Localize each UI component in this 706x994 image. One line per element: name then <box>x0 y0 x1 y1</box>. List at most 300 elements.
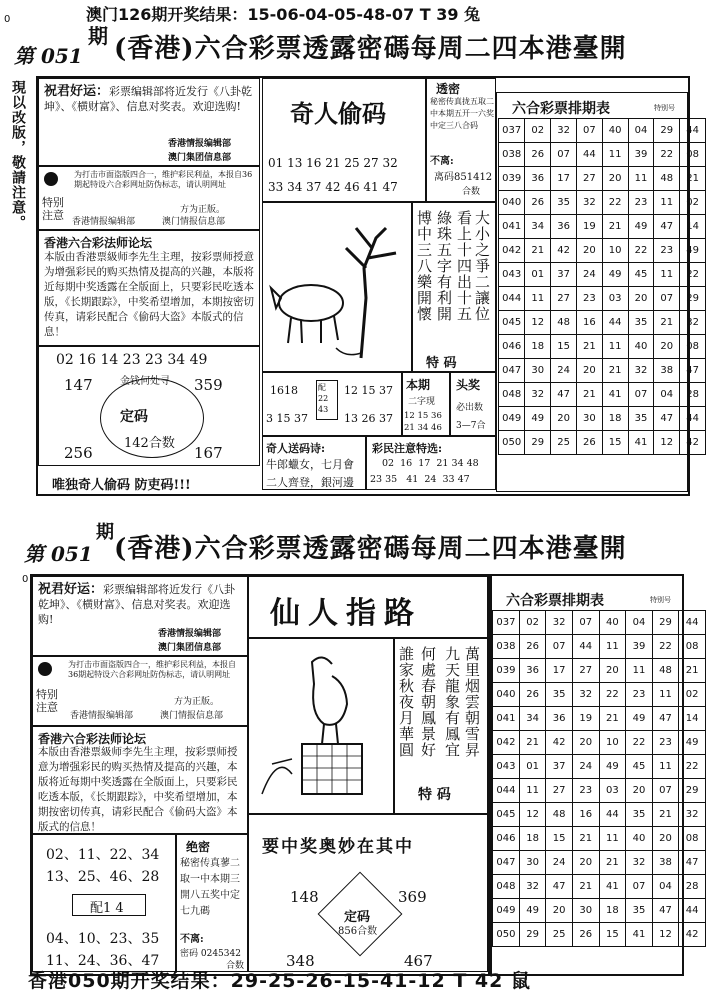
rank-number-cell: 30 <box>576 407 602 431</box>
top-notice-sign2: 澳门集团信息部 <box>168 153 232 163</box>
rank-number-cell: 42 <box>551 239 577 263</box>
rank-number-cell: 29 <box>652 611 679 635</box>
top-secret-not-leave: 不离: <box>430 156 454 167</box>
top-circle-n4: 167 <box>194 444 223 462</box>
rank-number-cell: 11 <box>654 263 680 287</box>
rank-number-cell: 02 <box>519 611 546 635</box>
bottom-rank-title: 六合彩票排期表 <box>506 593 604 609</box>
bottom-rank-table <box>492 610 706 947</box>
rank-number-cell: 32 <box>519 875 546 899</box>
rank-number-cell: 10 <box>602 239 628 263</box>
rank-number-cell: 21 <box>572 875 599 899</box>
rank-number-cell: 12 <box>652 923 679 947</box>
rank-number-cell: 07 <box>551 143 577 167</box>
rank-row <box>499 143 706 167</box>
rank-row <box>499 335 706 359</box>
bottom-zero-mark: 0 <box>22 574 29 585</box>
rank-number-cell: 07 <box>652 779 679 803</box>
rank-row <box>499 191 706 215</box>
bottom-diamond-count: 856合数 <box>338 926 378 937</box>
bottom-diamond-n1: 148 <box>290 888 319 906</box>
rank-number-cell: 42 <box>679 923 706 947</box>
top-circle-n3: 256 <box>64 444 93 462</box>
top-zero-mark: 0 <box>4 14 11 25</box>
bottom-title: (香港)六合彩票透露密碼每周二四本港臺開 <box>114 534 627 564</box>
rank-number-cell: 32 <box>626 851 653 875</box>
top-send-heading: 奇人送码诗: <box>266 442 326 455</box>
rank-number-cell: 36 <box>519 659 546 683</box>
bottom-notice-heading: 祝君好运： <box>38 582 104 597</box>
rank-number-cell: 34 <box>519 707 546 731</box>
rank-number-cell: 29 <box>680 287 706 311</box>
rank-number-cell: 10 <box>599 731 626 755</box>
bottom-secret-code: 密码 0245342 <box>180 949 241 959</box>
top-title: (香港)六合彩票透露密碼每周二四本港臺開 <box>114 34 627 64</box>
rank-number-cell: 11 <box>599 635 626 659</box>
rank-period-cell: 040 <box>493 683 520 707</box>
bottom-special-sign2: 香港情报编辑部 <box>70 711 134 721</box>
rank-number-cell: 32 <box>680 311 706 335</box>
rank-number-cell: 40 <box>628 335 654 359</box>
bottom-diamond-n3: 348 <box>286 952 315 970</box>
rank-period-cell: 042 <box>493 731 520 755</box>
rank-number-cell: 30 <box>519 851 546 875</box>
rank-number-cell: 32 <box>679 803 706 827</box>
rank-number-cell: 01 <box>519 755 546 779</box>
rank-number-cell: 15 <box>546 827 573 851</box>
rank-period-cell: 045 <box>499 311 525 335</box>
top-current-n1: 12 15 36 <box>404 411 442 421</box>
rank-number-cell: 20 <box>599 659 626 683</box>
rank-period-cell: 041 <box>493 707 520 731</box>
rank-number-cell: 20 <box>576 359 602 383</box>
rank-number-cell: 11 <box>652 755 679 779</box>
rank-number-cell: 28 <box>680 383 706 407</box>
rank-period-cell: 037 <box>499 119 525 143</box>
top-boxnums-r2: 13 26 37 <box>344 412 393 425</box>
bottom-issue-suffix: 期 <box>96 522 114 543</box>
rank-number-cell: 47 <box>680 359 706 383</box>
bottom-forum-heading: 香港六合彩法师论坛 <box>38 732 147 746</box>
top-special-sign2: 香港情报编辑部 <box>72 217 136 227</box>
rank-period-cell: 040 <box>499 191 525 215</box>
rank-number-cell: 07 <box>572 611 599 635</box>
bottom-result-line: 香港050期开奖结果：29-25-26-15-41-12 T 42 鼠 <box>28 970 531 992</box>
rank-row <box>493 851 706 875</box>
rank-row <box>499 287 706 311</box>
rank-number-cell: 22 <box>680 263 706 287</box>
rank-number-cell: 26 <box>525 191 551 215</box>
bottom-secret-text: 秘密传真蓼二取一中本期三開八五奖中定七九碼 <box>180 858 240 917</box>
rank-number-cell: 27 <box>576 167 602 191</box>
rank-row <box>499 215 706 239</box>
rank-number-cell: 32 <box>572 683 599 707</box>
bottom-poem-line1: 萬里烟雲朝雪昇 <box>463 646 481 758</box>
rank-number-cell: 04 <box>628 119 654 143</box>
top-secret-heading: 透密 <box>436 82 461 96</box>
rank-period-cell: 043 <box>493 755 520 779</box>
top-send-l1: 牛郎蠟女，七月會 <box>266 458 354 471</box>
rank-number-cell: 08 <box>679 635 706 659</box>
rank-number-cell: 28 <box>679 875 706 899</box>
rank-number-cell: 16 <box>576 311 602 335</box>
rank-number-cell: 01 <box>525 263 551 287</box>
rank-number-cell: 21 <box>572 827 599 851</box>
rank-number-cell: 07 <box>654 287 680 311</box>
top-attention-l2: 23 35 41 24 33 47 <box>370 474 470 485</box>
rank-number-cell: 32 <box>525 383 551 407</box>
rank-number-cell: 14 <box>680 215 706 239</box>
top-thief-row2: 33 34 37 42 46 41 47 <box>268 180 398 194</box>
rank-number-cell: 47 <box>654 215 680 239</box>
rank-number-cell: 47 <box>652 707 679 731</box>
rank-number-cell: 21 <box>519 731 546 755</box>
rank-number-cell: 02 <box>525 119 551 143</box>
rank-number-cell: 41 <box>602 383 628 407</box>
top-secret-text: 秘密传真拢五取二中本期五开一六奖中定三八合码 <box>430 97 494 130</box>
rank-row <box>493 635 706 659</box>
rank-number-cell: 26 <box>519 683 546 707</box>
rank-number-cell: 07 <box>576 119 602 143</box>
rank-number-cell: 49 <box>602 263 628 287</box>
bottom-secret-heshu: 合数 <box>226 961 245 971</box>
rank-number-cell: 36 <box>551 215 577 239</box>
ox-tree-illustration <box>266 208 408 368</box>
rank-number-cell: 11 <box>626 659 653 683</box>
rank-period-cell: 044 <box>499 287 525 311</box>
top-send-l2: 二人齊登，銀河邊 <box>266 476 354 489</box>
rank-number-cell: 26 <box>525 143 551 167</box>
top-boxnums-l1: 1618 <box>270 384 298 397</box>
top-head-range: 3—7合 <box>456 421 486 431</box>
rank-number-cell: 44 <box>599 803 626 827</box>
bottom-rank-tag: 特别号 <box>650 596 671 604</box>
rank-row <box>499 311 706 335</box>
rank-period-cell: 048 <box>493 875 520 899</box>
top-special-sign3: 澳门情报信息部 <box>162 217 226 227</box>
top-current-n2: 21 34 46 <box>404 423 442 433</box>
rank-number-cell: 23 <box>626 683 653 707</box>
top-boxnums-mid: 配22 43 <box>318 383 329 414</box>
rank-number-cell: 36 <box>546 707 573 731</box>
rank-number-cell: 49 <box>599 755 626 779</box>
rank-row <box>493 827 706 851</box>
rank-row <box>493 803 706 827</box>
top-current-sub: 二字现 <box>408 397 436 407</box>
rank-number-cell: 02 <box>679 683 706 707</box>
rank-row <box>493 755 706 779</box>
rank-number-cell: 27 <box>546 779 573 803</box>
rank-number-cell: 11 <box>602 143 628 167</box>
bottom-tema-label: 特 码 <box>418 787 451 803</box>
rank-number-cell: 32 <box>576 191 602 215</box>
rank-number-cell: 20 <box>626 779 653 803</box>
rank-number-cell: 12 <box>654 431 680 455</box>
rank-number-cell: 48 <box>654 167 680 191</box>
top-boxnums-r1: 12 15 37 <box>344 384 393 397</box>
top-head-sub: 必出数 <box>456 403 484 413</box>
rank-row <box>493 923 706 947</box>
bottom-pei: 配1 4 <box>90 901 124 916</box>
rank-number-cell: 49 <box>628 215 654 239</box>
rank-number-cell: 22 <box>679 755 706 779</box>
rank-number-cell: 39 <box>628 143 654 167</box>
top-secret-code: 离码851412 <box>434 172 493 183</box>
rank-number-cell: 35 <box>626 899 653 923</box>
rank-number-cell: 22 <box>626 731 653 755</box>
rank-number-cell: 37 <box>546 755 573 779</box>
rank-number-cell: 47 <box>654 407 680 431</box>
rank-period-cell: 049 <box>493 899 520 923</box>
rank-number-cell: 11 <box>519 779 546 803</box>
bottom-arc-slogan: 要中奖奥妙在其中 <box>262 837 414 857</box>
bottom-special-label: 特别注意 <box>36 688 58 714</box>
rank-number-cell: 44 <box>576 143 602 167</box>
rank-number-cell: 08 <box>680 143 706 167</box>
rank-period-cell: 050 <box>499 431 525 455</box>
top-circle-n2: 359 <box>194 376 223 394</box>
rank-number-cell: 11 <box>525 287 551 311</box>
rank-number-cell: 18 <box>525 335 551 359</box>
rank-row <box>499 167 706 191</box>
rank-number-cell: 23 <box>628 191 654 215</box>
top-secret-heshu: 合数 <box>462 187 481 197</box>
rank-number-cell: 47 <box>546 875 573 899</box>
rank-number-cell: 29 <box>679 779 706 803</box>
rank-number-cell: 40 <box>602 119 628 143</box>
rank-number-cell: 23 <box>652 731 679 755</box>
rank-number-cell: 47 <box>652 899 679 923</box>
rank-number-cell: 20 <box>551 407 577 431</box>
top-thief-title: 奇人偷码 <box>290 99 386 128</box>
rank-number-cell: 47 <box>679 851 706 875</box>
rank-number-cell: 35 <box>626 803 653 827</box>
top-issue-suffix: 期 <box>88 24 108 48</box>
rank-row <box>493 779 706 803</box>
top-thief-row1: 01 13 16 21 25 27 32 <box>268 156 398 170</box>
rank-number-cell: 21 <box>680 167 706 191</box>
rank-row <box>493 659 706 683</box>
bottom-notice-text: 彩票编辑部将近发行《八卦乾坤》、《横财富》、信息对奖表。欢迎选购! <box>38 583 236 626</box>
rank-number-cell: 49 <box>525 407 551 431</box>
rank-number-cell: 03 <box>599 779 626 803</box>
rank-number-cell: 22 <box>654 143 680 167</box>
bottom-secret-not-leave: 不离: <box>180 934 204 945</box>
rank-number-cell: 39 <box>626 635 653 659</box>
rank-number-cell: 17 <box>551 167 577 191</box>
rank-number-cell: 07 <box>628 383 654 407</box>
rank-period-cell: 046 <box>493 827 520 851</box>
top-rank-tag: 特别号 <box>654 104 675 112</box>
top-special-label: 特别注意 <box>42 196 64 222</box>
rank-number-cell: 11 <box>602 335 628 359</box>
bottom-guide-title: 仙人指路 <box>270 596 422 631</box>
rank-row <box>499 407 706 431</box>
rank-number-cell: 42 <box>680 431 706 455</box>
rank-number-cell: 36 <box>525 167 551 191</box>
top-boxnums-l2: 3 15 37 <box>266 412 308 425</box>
rank-number-cell: 20 <box>654 335 680 359</box>
rank-number-cell: 35 <box>628 311 654 335</box>
rank-number-cell: 15 <box>551 335 577 359</box>
bottom-bomb-icon <box>38 662 52 676</box>
rank-row <box>499 239 706 263</box>
rank-number-cell: 45 <box>626 755 653 779</box>
rank-number-cell: 20 <box>572 731 599 755</box>
rank-period-cell: 047 <box>493 851 520 875</box>
rank-period-cell: 046 <box>499 335 525 359</box>
rank-number-cell: 15 <box>599 923 626 947</box>
rank-number-cell: 48 <box>551 311 577 335</box>
top-issue-number: 第 051 <box>14 44 83 68</box>
rank-number-cell: 04 <box>626 611 653 635</box>
bomb-icon <box>44 172 58 186</box>
rank-number-cell: 24 <box>572 755 599 779</box>
rank-number-cell: 24 <box>546 851 573 875</box>
rank-period-cell: 039 <box>493 659 520 683</box>
rank-number-cell: 21 <box>602 359 628 383</box>
top-poem-line3: 綠珠五字有利開 <box>435 210 453 322</box>
rank-row <box>499 263 706 287</box>
bottom-diamond-n4: 467 <box>404 952 433 970</box>
bottom-poem-line4: 誰家秋夜月華圓 <box>397 646 415 758</box>
rank-period-cell: 042 <box>499 239 525 263</box>
rank-number-cell: 44 <box>679 611 706 635</box>
bottom-notice-sign2: 澳门集团信息部 <box>158 643 222 653</box>
top-poem-line1: 大小之爭二讓位 <box>473 210 491 322</box>
rank-number-cell: 07 <box>626 875 653 899</box>
rank-row <box>499 431 706 455</box>
rank-number-cell: 32 <box>546 611 573 635</box>
rank-number-cell: 29 <box>654 119 680 143</box>
rank-number-cell: 47 <box>551 383 577 407</box>
top-poem-line2: 看上十四出十五 <box>455 210 473 322</box>
rank-period-cell: 047 <box>499 359 525 383</box>
rank-period-cell: 044 <box>493 779 520 803</box>
rank-row <box>493 875 706 899</box>
rank-number-cell: 20 <box>628 287 654 311</box>
rank-number-cell: 38 <box>654 359 680 383</box>
rank-number-cell: 21 <box>576 335 602 359</box>
rank-number-cell: 27 <box>551 287 577 311</box>
rank-number-cell: 22 <box>599 683 626 707</box>
bottom-num-row-0: 02、11、22、34 <box>46 847 160 863</box>
top-special-text: 为打击市面盗版四合一，维护彩民利益，本报自36期起特设六合彩网址防伪标志，请认明网址 <box>74 170 253 189</box>
rank-number-cell: 21 <box>654 311 680 335</box>
top-side-notes: 現以改版，敬請注意。 <box>10 80 26 230</box>
top-special-sign1: 方为正版。 <box>180 205 226 215</box>
rank-number-cell: 20 <box>546 899 573 923</box>
top-tema-label: 特 码 <box>426 356 457 371</box>
rank-number-cell: 11 <box>628 167 654 191</box>
rank-number-cell: 44 <box>602 311 628 335</box>
rank-number-cell: 34 <box>525 215 551 239</box>
rank-number-cell: 45 <box>628 263 654 287</box>
top-poem-line4: 博中三八樂開懷 <box>415 210 433 322</box>
rank-number-cell: 21 <box>602 215 628 239</box>
rank-number-cell: 11 <box>652 683 679 707</box>
rank-period-cell: 048 <box>499 383 525 407</box>
rank-number-cell: 24 <box>551 359 577 383</box>
rank-number-cell: 49 <box>680 239 706 263</box>
rank-number-cell: 44 <box>680 407 706 431</box>
rank-number-cell: 20 <box>602 167 628 191</box>
rank-number-cell: 21 <box>679 659 706 683</box>
rank-number-cell: 25 <box>551 431 577 455</box>
rank-number-cell: 35 <box>546 683 573 707</box>
top-notice-sign1: 香港情报编辑部 <box>168 139 232 149</box>
rank-number-cell: 37 <box>551 263 577 287</box>
rank-number-cell: 48 <box>652 659 679 683</box>
rank-number-cell: 35 <box>628 407 654 431</box>
top-forum-heading: 香港六合彩法师论坛 <box>44 236 153 250</box>
rank-number-cell: 26 <box>576 431 602 455</box>
top-current-heading: 本期 <box>406 378 431 392</box>
rank-number-cell: 21 <box>525 239 551 263</box>
rank-row <box>493 683 706 707</box>
top-rank-title: 六合彩票排期表 <box>512 101 610 117</box>
rank-number-cell: 15 <box>602 431 628 455</box>
rank-number-cell: 23 <box>572 779 599 803</box>
rank-number-cell: 41 <box>628 431 654 455</box>
rank-number-cell: 19 <box>576 215 602 239</box>
rank-number-cell: 26 <box>519 635 546 659</box>
rank-number-cell: 21 <box>599 851 626 875</box>
rank-number-cell: 22 <box>628 239 654 263</box>
bottom-num-row-2: 04、10、23、35 <box>46 931 160 947</box>
rank-row <box>493 611 706 635</box>
rank-number-cell: 26 <box>572 923 599 947</box>
bottom-poem-line3: 何處春朝鳳景好 <box>419 646 437 758</box>
bottom-special-sign3: 澳门情报信息部 <box>160 711 224 721</box>
rank-number-cell: 08 <box>679 827 706 851</box>
rank-number-cell: 02 <box>680 191 706 215</box>
rank-period-cell: 045 <box>493 803 520 827</box>
rank-number-cell: 23 <box>576 287 602 311</box>
top-head-heading: 头奖 <box>456 378 481 392</box>
top-attention-heading: 彩民注意特选: <box>372 442 443 455</box>
top-circle-n1: 147 <box>64 376 93 394</box>
rank-number-cell: 21 <box>576 383 602 407</box>
rank-number-cell: 25 <box>546 923 573 947</box>
rank-number-cell: 29 <box>525 431 551 455</box>
rank-period-cell: 043 <box>499 263 525 287</box>
rank-number-cell: 44 <box>680 119 706 143</box>
rank-period-cell: 038 <box>499 143 525 167</box>
top-notice-text: 彩票编辑部将近发行《八卦乾坤》、《横财富》、信息对奖表。欢迎选购! <box>44 85 253 113</box>
rank-number-cell: 41 <box>599 875 626 899</box>
rank-number-cell: 03 <box>602 287 628 311</box>
top-pick-numbers: 02 16 14 23 23 34 49 <box>56 352 208 368</box>
rank-row <box>493 899 706 923</box>
top-slogan: 唯独奇人偷码 防吏码!!! <box>52 478 191 493</box>
rank-period-cell: 039 <box>499 167 525 191</box>
top-rank-table <box>498 118 706 455</box>
rank-number-cell: 14 <box>679 707 706 731</box>
rank-number-cell: 44 <box>572 635 599 659</box>
rank-number-cell: 22 <box>602 191 628 215</box>
rank-period-cell: 038 <box>493 635 520 659</box>
top-circle-count: 142合数 <box>124 436 175 451</box>
rank-number-cell: 18 <box>602 407 628 431</box>
rank-number-cell: 35 <box>551 191 577 215</box>
rank-number-cell: 20 <box>652 827 679 851</box>
top-notice-heading: 祝君好运： <box>44 84 110 99</box>
rank-number-cell: 30 <box>572 899 599 923</box>
rank-number-cell: 40 <box>626 827 653 851</box>
rank-number-cell: 30 <box>525 359 551 383</box>
rank-number-cell: 18 <box>519 827 546 851</box>
